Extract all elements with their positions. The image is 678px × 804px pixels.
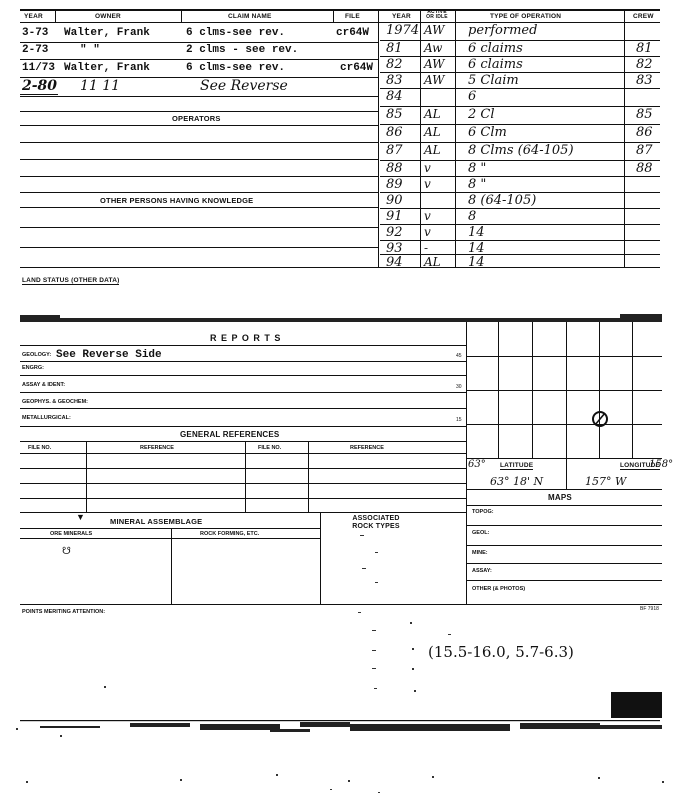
op-year: 89 bbox=[386, 177, 403, 192]
metallurgical-num: 15 bbox=[456, 417, 462, 423]
engrg-label: ENGRG: bbox=[22, 365, 44, 371]
lat-prefix: 63° bbox=[468, 459, 486, 470]
op-type: 8 Clms (64-105) bbox=[468, 143, 574, 158]
op-active: v bbox=[424, 177, 431, 191]
assay-label: ASSAY & IDENT: bbox=[22, 382, 66, 388]
op-year: 92 bbox=[386, 225, 403, 240]
latitude-label: LATITUDE bbox=[500, 462, 534, 469]
header-owner: OWNER bbox=[95, 13, 121, 20]
geophys-label: GEOPHYS. & GEOCHEM: bbox=[22, 399, 89, 405]
op-active: AL bbox=[424, 255, 441, 269]
op-active: v bbox=[424, 209, 431, 223]
op-active: AW bbox=[424, 23, 445, 37]
op-active: v bbox=[424, 161, 431, 175]
op-crew: 86 bbox=[636, 125, 653, 140]
ore-mark: ☋ bbox=[62, 546, 71, 557]
op-year: 1974 bbox=[386, 23, 420, 38]
maps-topog: TOPOG: bbox=[472, 509, 494, 515]
op-year: 82 bbox=[386, 57, 403, 72]
geology-num: 45 bbox=[456, 353, 462, 359]
op-type: 6 claims bbox=[468, 57, 523, 72]
op-year: 87 bbox=[386, 143, 403, 158]
header-file: FILE bbox=[345, 13, 360, 20]
op-type: 2 Cl bbox=[468, 107, 495, 122]
header-claim-name: CLAIM NAME bbox=[228, 13, 272, 20]
op-active: v bbox=[424, 225, 431, 239]
header-type: TYPE OF OPERATION bbox=[490, 13, 562, 20]
op-type: 14 bbox=[468, 225, 485, 240]
owner-row-2-year: 2-73 bbox=[22, 44, 49, 56]
maps-title: MAPS bbox=[548, 493, 572, 502]
general-references-title: GENERAL REFERENCES bbox=[180, 430, 280, 439]
longitude-value: 157° W bbox=[585, 475, 627, 488]
owner-row-3-file: cr64W bbox=[340, 62, 374, 74]
latitude-value: 63° 18' N bbox=[490, 475, 544, 488]
header-year: YEAR bbox=[24, 13, 43, 20]
owner-row-3-owner: Walter, Frank bbox=[64, 62, 150, 74]
lon-suffix: 158° bbox=[649, 459, 674, 470]
op-crew: 81 bbox=[636, 41, 653, 56]
refs-reference-2: REFERENCE bbox=[350, 445, 384, 451]
op-active: AW bbox=[424, 57, 445, 71]
op-type: 6 claims bbox=[468, 41, 523, 56]
op-active: AL bbox=[424, 125, 441, 139]
maps-geol: GEOL: bbox=[472, 530, 490, 536]
maps-other: OTHER (& PHOTOS) bbox=[472, 586, 526, 592]
op-year: 84 bbox=[386, 89, 403, 104]
geology-label: GEOLOGY: bbox=[22, 352, 52, 358]
op-year: 91 bbox=[386, 209, 403, 224]
op-type: 14 bbox=[468, 241, 485, 256]
op-active: AW bbox=[424, 73, 445, 87]
op-crew: 82 bbox=[636, 57, 653, 72]
maps-assay: ASSAY: bbox=[472, 568, 492, 574]
owner-row-1-file: cr64W bbox=[336, 27, 370, 39]
op-active: AL bbox=[424, 143, 441, 157]
op-crew: 88 bbox=[636, 161, 653, 176]
land-status-label: LAND STATUS (OTHER DATA) bbox=[22, 277, 120, 284]
owner-row-3-year: 11/73 bbox=[22, 62, 56, 74]
metallurgical-label: METALLURGICAL: bbox=[22, 415, 71, 421]
op-type: 6 bbox=[468, 89, 477, 104]
op-year: 94 bbox=[386, 255, 403, 270]
owner-row-4-claim: See Reverse bbox=[200, 78, 288, 94]
op-year: 90 bbox=[386, 193, 403, 208]
owner-row-4-year: 2-80 bbox=[22, 78, 58, 94]
refs-file-no: FILE NO. bbox=[28, 445, 52, 451]
coordinate-note: (15.5-16.0, 5.7-6.3) bbox=[428, 643, 574, 661]
rock-forming-label: ROCK FORMING, ETC. bbox=[200, 531, 260, 537]
op-year: 85 bbox=[386, 107, 403, 122]
form-number: BF 7918 bbox=[640, 606, 659, 612]
geology-value: See Reverse Side bbox=[56, 349, 162, 361]
owner-row-1-owner: Walter, Frank bbox=[64, 27, 150, 39]
maps-mine: MINE: bbox=[472, 550, 488, 556]
associated-rock-types: ASSOCIATED ROCK TYPES bbox=[352, 515, 400, 530]
assay-num: 30 bbox=[456, 384, 462, 390]
operators-title: OPERATORS bbox=[172, 114, 221, 123]
reports-title: R E P O R T S bbox=[210, 333, 282, 343]
other-persons-title: OTHER PERSONS HAVING KNOWLEDGE bbox=[100, 196, 254, 205]
arrow-mark: ▼ bbox=[76, 512, 85, 522]
op-active: - bbox=[424, 241, 429, 255]
op-type: 8 " bbox=[468, 177, 487, 192]
op-year: 93 bbox=[386, 241, 403, 256]
op-year: 81 bbox=[386, 41, 403, 56]
op-year: 88 bbox=[386, 161, 403, 176]
mineral-title: MINERAL ASSEMBLAGE bbox=[110, 517, 203, 526]
ore-minerals-label: ORE MINERALS bbox=[50, 531, 93, 537]
op-crew: 83 bbox=[636, 73, 653, 88]
owner-row-1-year: 3-73 bbox=[22, 27, 49, 39]
op-active: AL bbox=[424, 107, 441, 121]
op-year: 86 bbox=[386, 125, 403, 140]
owner-row-3-claim: 6 clms-see rev. bbox=[186, 62, 286, 74]
op-type: 8 bbox=[468, 209, 477, 224]
op-active: Aw bbox=[424, 41, 443, 55]
op-type: 14 bbox=[468, 255, 485, 270]
op-type: 6 Clm bbox=[468, 125, 507, 140]
op-type: 8 (64-105) bbox=[468, 193, 537, 208]
header-crew: CREW bbox=[633, 13, 654, 20]
op-crew: 87 bbox=[636, 143, 653, 158]
header-year-right: YEAR bbox=[392, 13, 411, 20]
op-type: performed bbox=[468, 23, 538, 38]
op-type: 8 " bbox=[468, 161, 487, 176]
owner-row-1-claim: 6 clms-see rev. bbox=[186, 27, 286, 39]
op-type: 5 Claim bbox=[468, 73, 519, 88]
owner-row-2-owner: " " bbox=[80, 44, 100, 56]
owner-row-4-owner: 11 11 bbox=[80, 78, 121, 94]
refs-file-no-2: FILE NO. bbox=[258, 445, 282, 451]
owner-row-2-claim: 2 clms - see rev. bbox=[186, 44, 299, 56]
header-active: ACTIVE OR IDLE bbox=[426, 9, 448, 20]
op-crew: 85 bbox=[636, 107, 653, 122]
longitude-label: LONGITUDE bbox=[620, 462, 661, 469]
op-year: 83 bbox=[386, 73, 403, 88]
points-meriting-attention: POINTS MERITING ATTENTION: bbox=[22, 609, 106, 615]
refs-reference: REFERENCE bbox=[140, 445, 174, 451]
